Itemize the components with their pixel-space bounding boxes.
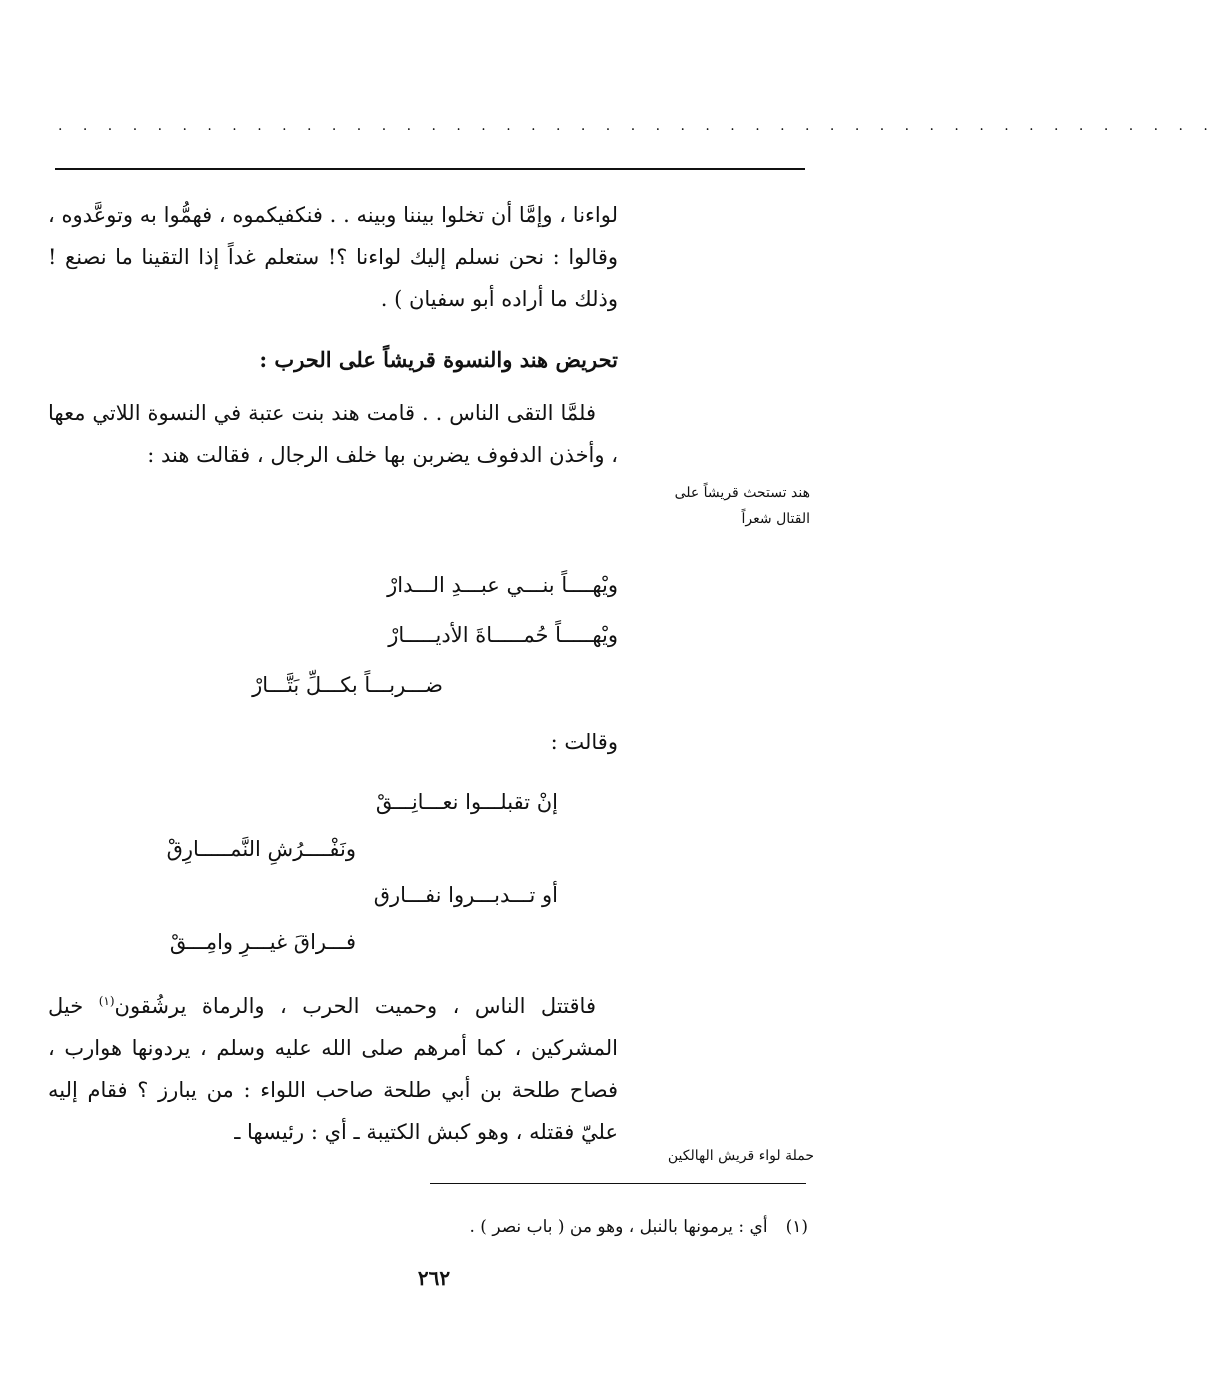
footnote-divider: [430, 1183, 806, 1184]
main-text-column: [48, 188, 618, 476]
verse-2-line-3: أو تـــدبـــروا نفـــارق: [373, 883, 558, 907]
margin-note-hind: هند تستحث قريشاً على القتال شعراً: [674, 485, 810, 527]
verse-2-line-4: فـــراقَ غيـــرِ وامِـــقْ: [169, 930, 356, 954]
margin-note-standard-bearers: حملة لواء قريش الهالكين: [667, 1148, 814, 1164]
page-number: ٢٦٢: [417, 1266, 451, 1290]
footnote: [469, 1215, 808, 1239]
footnote-text: أي : يرمونها بالنبل ، وهو من ( باب نصر ) .: [469, 1217, 768, 1237]
paragraph-2: فلمَّا التقى الناس . . قامت هند بنت عتبة في النسوة اللاتي معها ، وأخذن الدفوف يضربن بها خلف الرجال ، فقالت هند :: [48, 401, 618, 467]
header-dots: . . . . . . . . . . . . . . . . . . . . . . . . . . . . . . . . . . . . . . . . . . . . . . .: [58, 118, 1216, 134]
paragraph-1: لواءنا ، وإمَّا أن تخلوا بيننا وبينه . . فنكفيكموه ، فهمُّوا به وتوعَّدوه ، وقالوا : نحن نسلم إليك لواءنا ؟! ستعلم غداً إذا التقينا ما نصنع ! وذلك ما أراده أبو سفيان ) .: [48, 203, 618, 311]
footnote-number: (١): [785, 1217, 808, 1237]
verse-2-line-1: إنْ تقبلـــوا نعـــانِـــقْ: [375, 790, 558, 814]
and-she-said: وقالت :: [550, 730, 618, 754]
verse-2-line-2: ونَفْــــرُشِ النَّمـــــارِقْ: [166, 837, 356, 861]
paragraph-3-text-a: فاقتتل الناس ، وحميت الحرب ، والرماة يرشُقون: [114, 994, 596, 1018]
header-divider: [55, 168, 805, 170]
paragraph-3-text-b: خيل المشركين ، كما أمرهم صلى الله عليه وسلم ، يردونها هوارب ، فصاح طلحة بن أبي طلحة صاحب اللواء : من يبارز ؟ فقام إليه عليّ فقتله ، وهو كبش الكتيبة ـ أي : رئيسها ـ: [48, 994, 618, 1144]
verse-1-line-1: ويْهــــاً بنـــي عبـــدِ الـــدارْ: [387, 573, 618, 597]
paragraph-3: [48, 980, 618, 1153]
section-heading: تحريض هند والنسوة قريشاً على الحرب :: [259, 347, 618, 372]
verse-1-line-2: ويْهـــــاً حُمـــــاةَ الأديـــــارْ: [388, 623, 618, 647]
main-text-column-2: [48, 980, 618, 1153]
verse-1-line-3: ضـــربـــاً بكـــلِّ بَتَّـــارْ: [252, 673, 443, 697]
footnote-reference: (١): [98, 994, 115, 1008]
